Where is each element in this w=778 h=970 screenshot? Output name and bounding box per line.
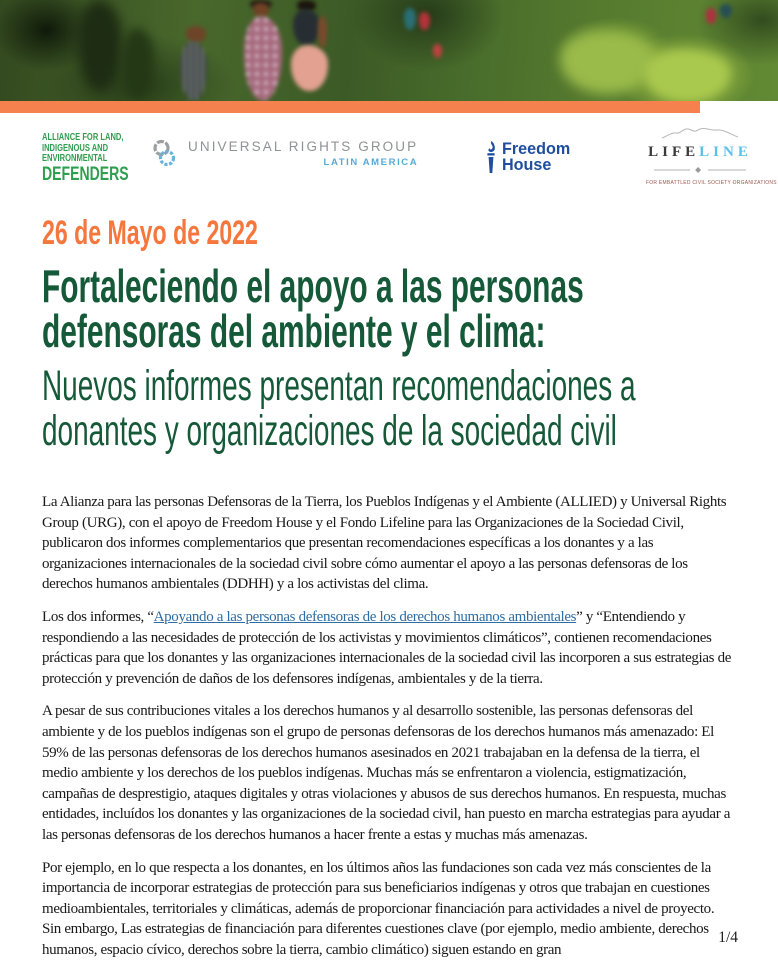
freedom-house-line2: House: [502, 154, 552, 174]
orange-divider-bar: [0, 101, 700, 113]
publication-date: 26 de Mayo de 2022: [42, 214, 258, 252]
page-number: 1/4: [718, 929, 738, 946]
hero-person-body: [180, 41, 207, 101]
hero-person-arm: [318, 16, 327, 48]
hero-bright-leaves: [560, 32, 655, 94]
mountains-sketch-icon: [640, 126, 760, 145]
urg-logo-region: LATIN AMERICA: [323, 157, 419, 168]
hero-foliage-shadow: [122, 28, 154, 100]
hero-person-skirt: [291, 45, 328, 91]
subheadline-line: Nuevos informes presentan recomendaciones a: [42, 362, 636, 410]
allied-logo-wordmark: DEFENDERS: [42, 162, 129, 185]
lifeline-divider-ornament: [640, 160, 760, 178]
paragraph-3: A pesar de sus contribuciones vitales a los derechos humanos y al desarrollo sostenible, las personas defensoras del ambiente y de los pueblos indígenas son el grupo de personas defensoras de los derechos humanos más amenazado: El 59% de las personas defensoras de los derechos humanos asesinados en 2021 trabajaban en la defensa de la tierra, el medio ambiente y los derechos de los pueblos indígenas. Muchas más se enfrentaron a violencia, estigmatización, campañas de desprestigio, ataques digitales y otras violaciones y abusos de sus derechos humanos. En respuesta, muchas entidades, incluídos los donantes y las organizaciones de la sociedad civil, han puesto en marcha estrategias para ayudar a las personas defensoras de los derechos humanos a hacer frente a estas y muchas más amenazas.: [42, 703, 731, 843]
interlocking-rings-icon: [152, 139, 177, 173]
hero-person-top: [293, 9, 320, 46]
paragraph-2-rest: ” y “Entendiendo y respondiendo a las necesidades de protección de los activistas y movimientos climáticos”, contienen recomendaciones prácticas para que los donantes y las organizaciones internacionales de la sociedad civil las incorporen a sus estrategias de protección y prevención de daños de los defensores indígenas, ambientales y de la tierra.: [42, 608, 732, 687]
freedom-house-logo: [484, 141, 574, 179]
lifeline-word-line: LINE: [699, 144, 752, 160]
hero-person-distant: [404, 8, 416, 30]
subheadline-line: donantes y organizaciones de la sociedad civil: [42, 407, 617, 455]
report-link[interactable]: Apoyando a las personas defensoras de los derechos humanos ambientales: [153, 608, 577, 625]
paragraph-1: La Alianza para las personas Defensoras de la Tierra, los Pueblos Indígenas y el Ambiente (ALLIED) y Universal Rights Group (URG), con el apoyo de Freedom House y el Fondo Lifeline para las Organizaciones de la Sociedad Civil, publicaron dos informes complementarios que presentan recomendaciones específicas a los donantes y a las organizaciones internacionales de la sociedad civil sobre cómo aumentar el apoyo a las personas defensoras de los derechos humanos ambientales (DDHH) y a los activistas del clima.: [42, 494, 727, 593]
hero-person-distant: [433, 44, 442, 58]
paragraph-2-lead: Los dos informes, “: [42, 608, 154, 625]
allied-logo-line: ALLIANCE FOR LAND,: [42, 131, 124, 143]
hero-person-distant: [419, 12, 430, 30]
hero-person-distant: [720, 4, 732, 18]
freedom-house-line1: Freedom: [502, 139, 571, 158]
subheadline: [42, 364, 778, 454]
hero-bright-leaves: [645, 50, 730, 101]
allied-logo-line: ENVIRONMENTAL: [42, 152, 108, 164]
hero-person-head: [253, 3, 269, 17]
torch-icon: [484, 141, 498, 179]
paragraph-2: [42, 607, 736, 689]
lifeline-logo: [640, 126, 777, 186]
urg-logo-text: [188, 139, 418, 168]
urg-logo-name: UNIVERSAL RIGHTS GROUP: [188, 139, 419, 154]
hero-person-distant: [706, 8, 716, 24]
article-body: [42, 492, 736, 970]
lifeline-word-life: LIFE: [648, 144, 700, 160]
hero-photo: [0, 0, 778, 101]
paragraph-4: Por ejemplo, en lo que respecta a los donantes, en los últimos años las fundaciones son cada vez más conscientes de la importancia de incorporar estrategias de protección para sus beneficiarios indígenas y otros que trabajan en cuestiones medioambientales, territoriales y climáticas, además de proporcionar financiación para actividades a nivel de proyecto. Sin embargo, Las estrategias de financiación para diferentes cuestiones clave (por ejemplo, medio ambiente, derechos humanos, espacio cívico, derechos sobre la tierra, cambio climático) siguen estando en gran: [42, 859, 715, 958]
freedom-house-wordmark: [502, 141, 570, 172]
lifeline-wordmark: [640, 145, 760, 160]
headline-bold-line: Fortaleciendo el apoyo a las personas: [42, 260, 584, 312]
hero-foliage-shadow: [78, 0, 122, 92]
allied-logo: [42, 132, 129, 184]
headline: [42, 260, 778, 455]
headline-bold-line: defensoras del ambiente y el clima:: [42, 305, 546, 357]
hero-person-dress: [244, 16, 282, 101]
lifeline-tagline: FOR EMBATTLED CIVIL SOCIETY ORGANIZATIONS: [646, 180, 777, 186]
allied-logo-line: INDIGENOUS AND: [42, 141, 109, 154]
urg-logo: [152, 139, 418, 173]
